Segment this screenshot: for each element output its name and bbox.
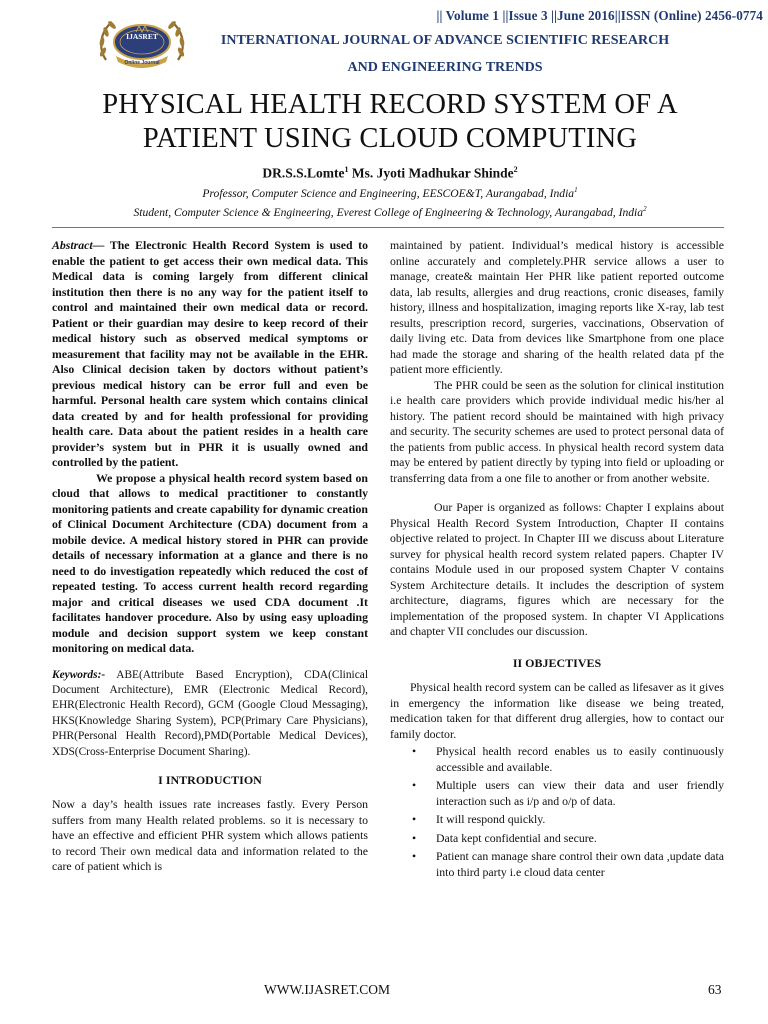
author2-sup: 2 [513,165,518,174]
keywords-text: ABE(Attribute Based Encryption), CDA(Clinical Document Architecture), EMR (Electronic Medical Record), EHR(Electronic Health Record), GCM (Google Cloud Messaging), HKS(Knowledge Sharing System), PCP(Primary Care Physicians), PHR(Personal Health Record),PMD(Portable Medical Devices), XDS(Cross-Enterprise Document Sharing). [52,668,368,758]
abstract [52,238,368,471]
authors [40,165,740,182]
bullet-icon: • [412,830,417,845]
affiliation2-text: Student, Computer Science & Engineering, Everest College of Engineering & Technology, Aurangabad, India [133,205,644,219]
paper-title [40,88,740,156]
title-line1: PHYSICAL HEALTH RECORD SYSTEM OF A [102,89,678,120]
abstract-text: The Electronic Health Record System is used to enable the patient to get access their own medical data. This Medical data is coming largely from different clinical institution then there is no any way for the patient itself to control and maintained their own medical data or record. Patient or their guardian may desire to keep record of their medical history such as observed medical symptoms or measurement that facility may not be available in the EHR. Also Clinical decision taken by doctors without patient’s previous medical history can be error full and even be harmful. Personal health care system which contains clinical data created by and for health professional for providing health care. Data about the patient resides in a health care provider’s system but in PHR it is usually owned and controlled by the patient. [52,238,368,469]
body-paragraph-3: Our Paper is organized as follows: Chapter I explains about Physical Health Record System Introduction, Chapter II contains objective related to project. In Chapter III we discuss about Literature survey for physical health record system related papers. Chapter IV contains Module used in our proposed system Chapter V contains System Architecture details. It includes the description of system architecture, diagrams, figures which are necessary for the implementation of the proposed system. In chapter VI Applications and chapter VII concludes our discussion. [390,500,724,638]
left-column [52,238,368,875]
abstract-label: Abstract— [52,238,105,252]
objectives-list [390,744,724,880]
list-item: • Patient can manage share control their own data ,update data into third party i.e cloud data center [412,849,724,879]
list-item: • It will respond quickly. [412,812,546,826]
header-divider [52,227,724,228]
author2: Ms. Jyoti Madhukar Shinde [348,165,514,181]
affiliation2-sup: 2 [643,205,647,213]
affiliation1-text: Professor, Computer Science and Engineering, EESCOE&T, Aurangabad, India [202,186,575,200]
logo-text: IJASRET [126,32,158,41]
section-heading-objectives: II OBJECTIVES [512,655,602,670]
affiliation2 [40,205,740,219]
title-line2: PATIENT USING CLOUD COMPUTING [142,123,638,154]
bullet-icon: • [412,778,417,792]
journal-name-line1: INTERNATIONAL JOURNAL OF ADVANCE SCIENTIFIC RESEARCH [220,33,670,48]
journal-name-line2: AND ENGINEERING TRENDS [347,60,543,75]
objectives-intro: Physical health record system can be called as lifesaver as it gives in emergency the information like disease we being treated, medication taken for that different drug allergies, how to contact our family doctor. [390,680,724,741]
bullet-icon: • [412,744,417,758]
affiliation1-sup: 1 [574,186,578,194]
logo-subtext: Online Journal [124,60,160,66]
bullet-icon: • [412,812,417,826]
issue-line: || Volume 1 ||Issue 3 ||June 2016||ISSN (Online) 2456-0774 [436,8,763,23]
list-item: • Data kept confidential and secure. [412,830,597,845]
keywords [52,668,368,760]
footer-website[interactable]: WWW.IJASRET.COM [264,982,390,997]
list-item: • Multiple users can view their data and user friendly interaction such as i/p and o/p of data. [412,778,724,808]
author1: DR.S.S.Lomte [262,165,345,181]
list-item: • Physical health record enables us to easily continuously accessible and available. [412,744,724,774]
body-paragraph-1: maintained by patient. Individual’s medical history is accessible online accurately and completely.PHR service allows a user to manage, create& maintain Her PHR like patient reported outcome data, lab results, allergies and drug reactions, cronic diseases, family history, illness and hospitalization, imaging reports like X-ray, lab test results, prescription record, surgeries, vaccinations, Observation of daily living etc. Data from devices like Smartphone from one place had made the storage and sharing of the health related data pf the patient more efficiently. [390,238,724,376]
bullet-icon: • [412,849,417,863]
section-heading-introduction: I INTRODUCTION [158,772,262,787]
right-column [390,238,724,883]
abstract-paragraph-2: We propose a physical health record system based on cloud that allows to medical practitioner to constantly monitoring patients and create capability for dynamic creation of Clinical Document Architecture (CDA) document from a mobile device. A medical history stored in PHR can provide details of necessary information at a glance and there is no need to do investigation repeatedly which reduced the cost of repeated testing. To access current health record regarding major and critical diseases we used CDA document .It facilitates handover procedure. Also by using easy uploading module and decision support system we keep constant monitoring on medical data. [52,470,368,655]
author1-sup: 1 [344,165,349,174]
introduction-text: Now a day’s health issues rate increases fastly. Every Person suffers from many Health related problems. so it is necessary to have an effective and efficient PHR system which allows patients to record Their own medical data and information related to the care of patient which is [52,797,368,874]
keywords-label: Keywords:- [52,668,106,681]
body-paragraph-2: The PHR could be seen as the solution for clinical institution i.e health care providers which provide individual medic his/her al history. The patient record should be maintained with high privacy and security. The security schemes are used to protect personal data of the patients from public access. In physical health record system data may be entered by patient directly by typing into field or uploading or transferring data from a one file to another or from another website. [390,377,724,485]
affiliation1 [40,186,740,200]
page-number: 63 [708,982,722,997]
